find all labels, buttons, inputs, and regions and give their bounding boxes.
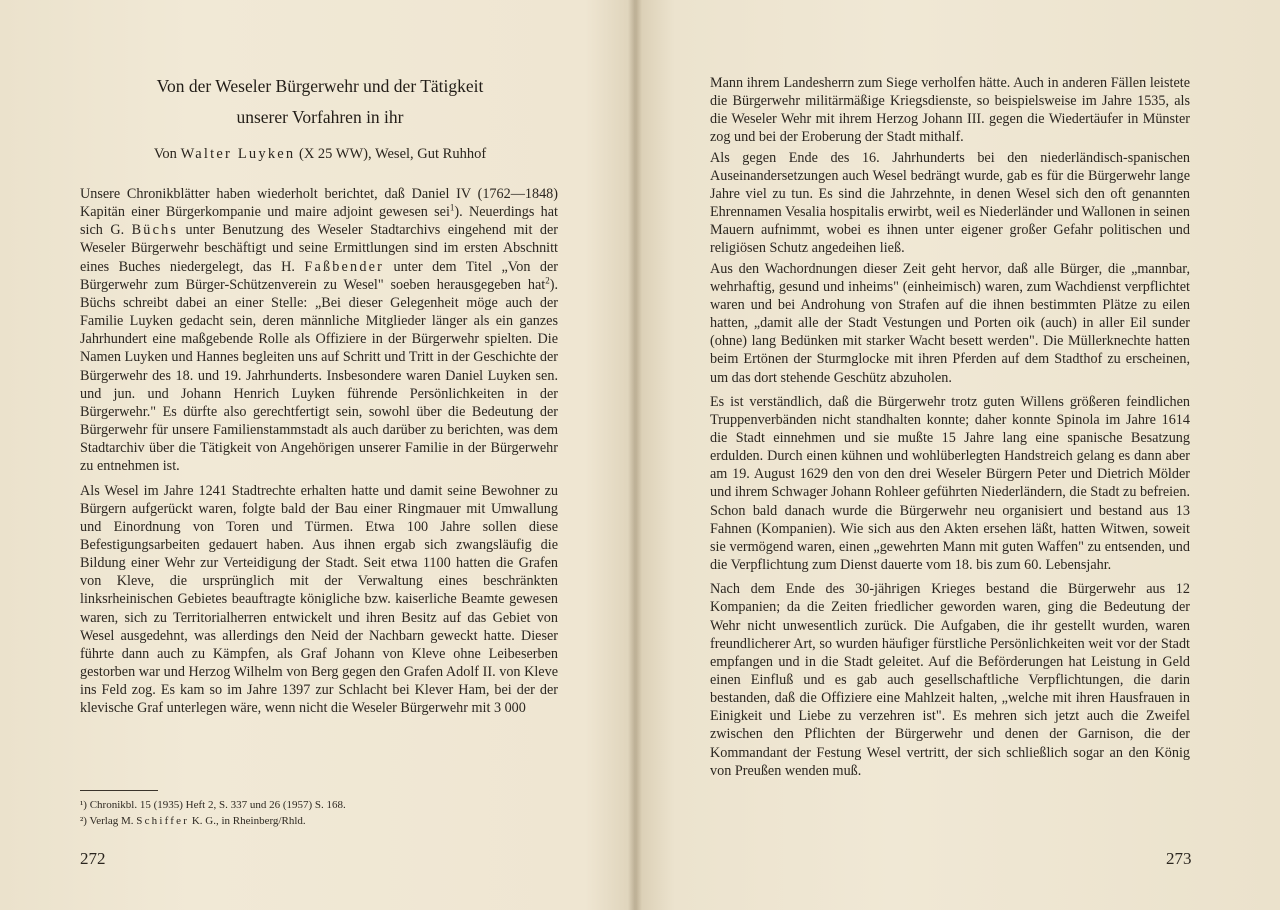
footnotes: [80, 797, 550, 829]
right-body-text: [710, 74, 1190, 786]
left-body-text: [80, 185, 558, 724]
text-run: K. G., in Rheinberg/Rhld.: [189, 815, 306, 827]
paragraph-continued: Mann ihrem Landesherrn zum Siege verholfen hätte. Auch in anderen Fällen leistete die Bürgerwehr militärmäßige Kriegsdienste, so beispielsweise im Jahre 1535, als die Weseler Wehr mit ihrem Herzog Johann III. gegen die Wiedertäufer in Münster zog und bei der Eroberung der Stadt mithalf.: [710, 75, 1190, 146]
paragraph-history: Als Wesel im Jahre 1241 Stadtrechte erhalten hatte und damit seine Bewohner zu Bürgern aufgerückt waren, folgte bald der Bau einer Ringmauer mit Umwallung und Einordnung von Toren und Türmen. Etwa 100 Jahre sollen diese Befestigungsarbeiten gedauert haben. Aus ihnen ergab sich zwangsläufig die Bildung einer Wehr zur Verteidigung der Stadt. Seit etwa 1100 hatten die Grafen von Kleve, die ursprünglich mit der Verwaltung eines beschränkten linksrheinischen Gebietes beauftragte königliche bzw. kaiserliche Beamte gewesen waren, sich zu Territorialherren entwickelt und ihren Besitz auf das Gebiet von Wesel ausgedehnt, was allerdings den Neid der Nachbarn geweckt hatte. Dieser führte dann auch zu Kämpfen, als Graf Johann von Kleve ohne Leibeserben gestorben war und Herzog Wilhelm von Berg gegen den Grafen Adolf II. von Kleve ins Feld zog. Es kam so im Jahre 1397 zur Schlacht bei Klever Ham, bei der der klevische Graf unterlegen wäre, wenn nicht die Weseler Bürgerwehr mit 3 000: [80, 482, 558, 717]
text-run: ). Büchs schreibt dabei an einer Stelle: „Bei dieser Gelegenheit möge auch der Familie Luyken gedacht sein, deren männliche Mitglieder länger als ein ganzes Jahrhundert eine maßgebende Rolle als Offiziere in der Bürgerwehr spielten. Die Namen Luyken und Hannes begleiten uns auf Schritt und Tritt in der Geschichte der Bürgerwehr des 18. und 19. Jahrhunderts. Insbesondere waren Daniel Luyken sen. und jun. und Johann Henrich Luyken führende Persönlichkeiten in der Bürgerwehr." Es dürfte also gerechtfertigt sein, sowohl über die Bedeutung der Bürgerwehr für unsere Familienstammstadt als auch darüber zu berichten, was dem Stadtarchiv über die Tätigkeit von Angehörigen unserer Familie in der Bürgerwehr zu entnehmen ist.: [80, 276, 558, 475]
byline-suffix: (X 25 WW), Wesel, Gut Ruhhof: [295, 146, 487, 162]
page-number-left: 272: [80, 849, 106, 868]
paragraph-16th-century: Als gegen Ende des 16. Jahrhunderts bei den niederländisch-spanischen Auseinandersetzungen auch Wesel bedrängt wurde, gab es für die Bürgerwehr lange Jahre viel zu tun. Es sind die Jahrzehnte, in denen Wesel sich den oft genannten Ehrennamen Vesalia hospitalis erwirbt, weil es Niederländer und Wallonen in seinen Mauern aufnimmt, wobei es ihnen unter eigener großer Gefahr politischen und religiösen Schutz angedeihen ließ.: [710, 149, 1190, 257]
footnote-ref-1: 1: [449, 202, 455, 213]
text-run: unter dem Titel „Von der Bürgerwehr zum Bürger-Schützenverein zu Wesel" soeben herausgegeben hat: [80, 258, 558, 293]
name-fassbender: Faßbender: [304, 258, 385, 275]
footnote-ref-2: 2: [545, 275, 550, 286]
text-run: unter Benutzung des Weseler Stadtarchivs eingehend mit der Weseler Bürgerwehr beschäftigt und seine Ermittlungen sind im ersten Abschnitt eines Buches niedergelegt, das H.: [80, 222, 558, 275]
text-run: Unsere Chronikblätter haben wiederholt berichtet, daß Daniel IV (1762—1848) Kapitän einer Bürgerkompanie und maire adjoint gewesen sei: [80, 186, 558, 221]
left-page: [0, 0, 636, 910]
byline-author: Walter Luyken: [180, 146, 296, 162]
paragraph-spinola: Es ist verständlich, daß die Bürgerwehr trotz guten Willens größeren feindlichen Truppenverbänden nicht standhalten konnte; daher konnte Spinola im Jahre 1614 die Stadt einnehmen und sie mußte 15 Jahre lang eine spanische Besatzung erdulden. Durch einen kühnen und wohlüberlegten Handstreich gelang es dann aber am 19. August 1629 den von den drei Weseler Bürgern Peter und Dietrich Mölder und ihrem Schwager Johann Rohleer geführten Niederländern, die Stadt zu befreien. Schon bald danach wurde die Bürgerwehr neu organisiert und bestand aus 13 Fahnen (Kompanien). Wie sich aus den Akten ersehen läßt, hatten Witwen, soweit sie vermögend waren, einen „gewehrten Mann mit guten Waffen" zu entsenden, und die Verpflichtung zum Dienst dauerte vom 18. bis zum 60. Lebensjahr.: [710, 393, 1190, 574]
book-gutter: [628, 0, 642, 910]
footnote-rule: [80, 790, 158, 791]
article-title-line-1: Von der Weseler Bürgerwehr und der Tätigkeit: [156, 76, 484, 96]
footnote-1: ¹) Chronikbl. 15 (1935) Heft 2, S. 337 und 26 (1957) S. 168.: [80, 799, 346, 811]
paragraph-intro: [80, 185, 558, 476]
footnote-2: [80, 813, 550, 829]
paragraph-30-years-war: Nach dem Ende des 30-jährigen Krieges bestand die Bürgerwehr aus 12 Kompanien; da die Zeiten friedlicher geworden waren, ging die Bedeutung der Wehr nicht unwesentlich zurück. Die Aufgaben, die ihr gestellt wurden, waren freundlicherer Art, so wurden häufiger fürstliche Persönlichkeiten weit vor der Stadt empfangen und in die Stadt geleitet. Auf die Beförderungen hat Leistung in Geld einen Einfluß und es gab auch gesellschaftliche Verpflichtungen, die darin bestanden, daß die Offiziere eine Mahlzeit halten, „welche mit ihren Hausfrauen in Einigkeit und Liebe zu verzehren ist". Es mehren sich jetzt auch die Zweifel zwischen den Pflichten der Bürgerwehr und denen der Garnison, die der Kommandant der Festung Wesel vertritt, der sich schließlich sogar an den König von Preußen wenden muß.: [710, 581, 1190, 779]
page-number-right: 273: [1166, 849, 1192, 868]
byline-prefix: Von: [153, 146, 181, 162]
text-run: ²) Verlag M.: [80, 815, 137, 827]
paragraph-wachordnungen: Aus den Wachordnungen dieser Zeit geht hervor, daß alle Bürger, die „mannbar, wehrhaftig, gesund und inheims" (einheimisch) waren, zum Wachdienst verpflichtet waren und bei Androhung von Strafen auf die ihnen bestimmten Plätze zu eilen hatten, „damit alle der Stadt Vestungen und Porten oik (auch) in aller Eil sunder (ohne) lang Bedünken mit starker Wacht besett werden". Die Müllerknechte hatten beim Ertönen der Sturmglocke mit ihren Pferden auf dem Stadthof zu erscheinen, um das dort stehende Geschütz abzuholen.: [710, 260, 1190, 386]
text-run: ). Neuerdings hat sich G.: [80, 204, 558, 239]
name-buechs: Büchs: [131, 222, 179, 239]
byline: [80, 146, 560, 163]
article-title-line-2: unserer Vorfahren in ihr: [236, 107, 404, 127]
name-schiffer: Schiffer: [136, 815, 190, 827]
